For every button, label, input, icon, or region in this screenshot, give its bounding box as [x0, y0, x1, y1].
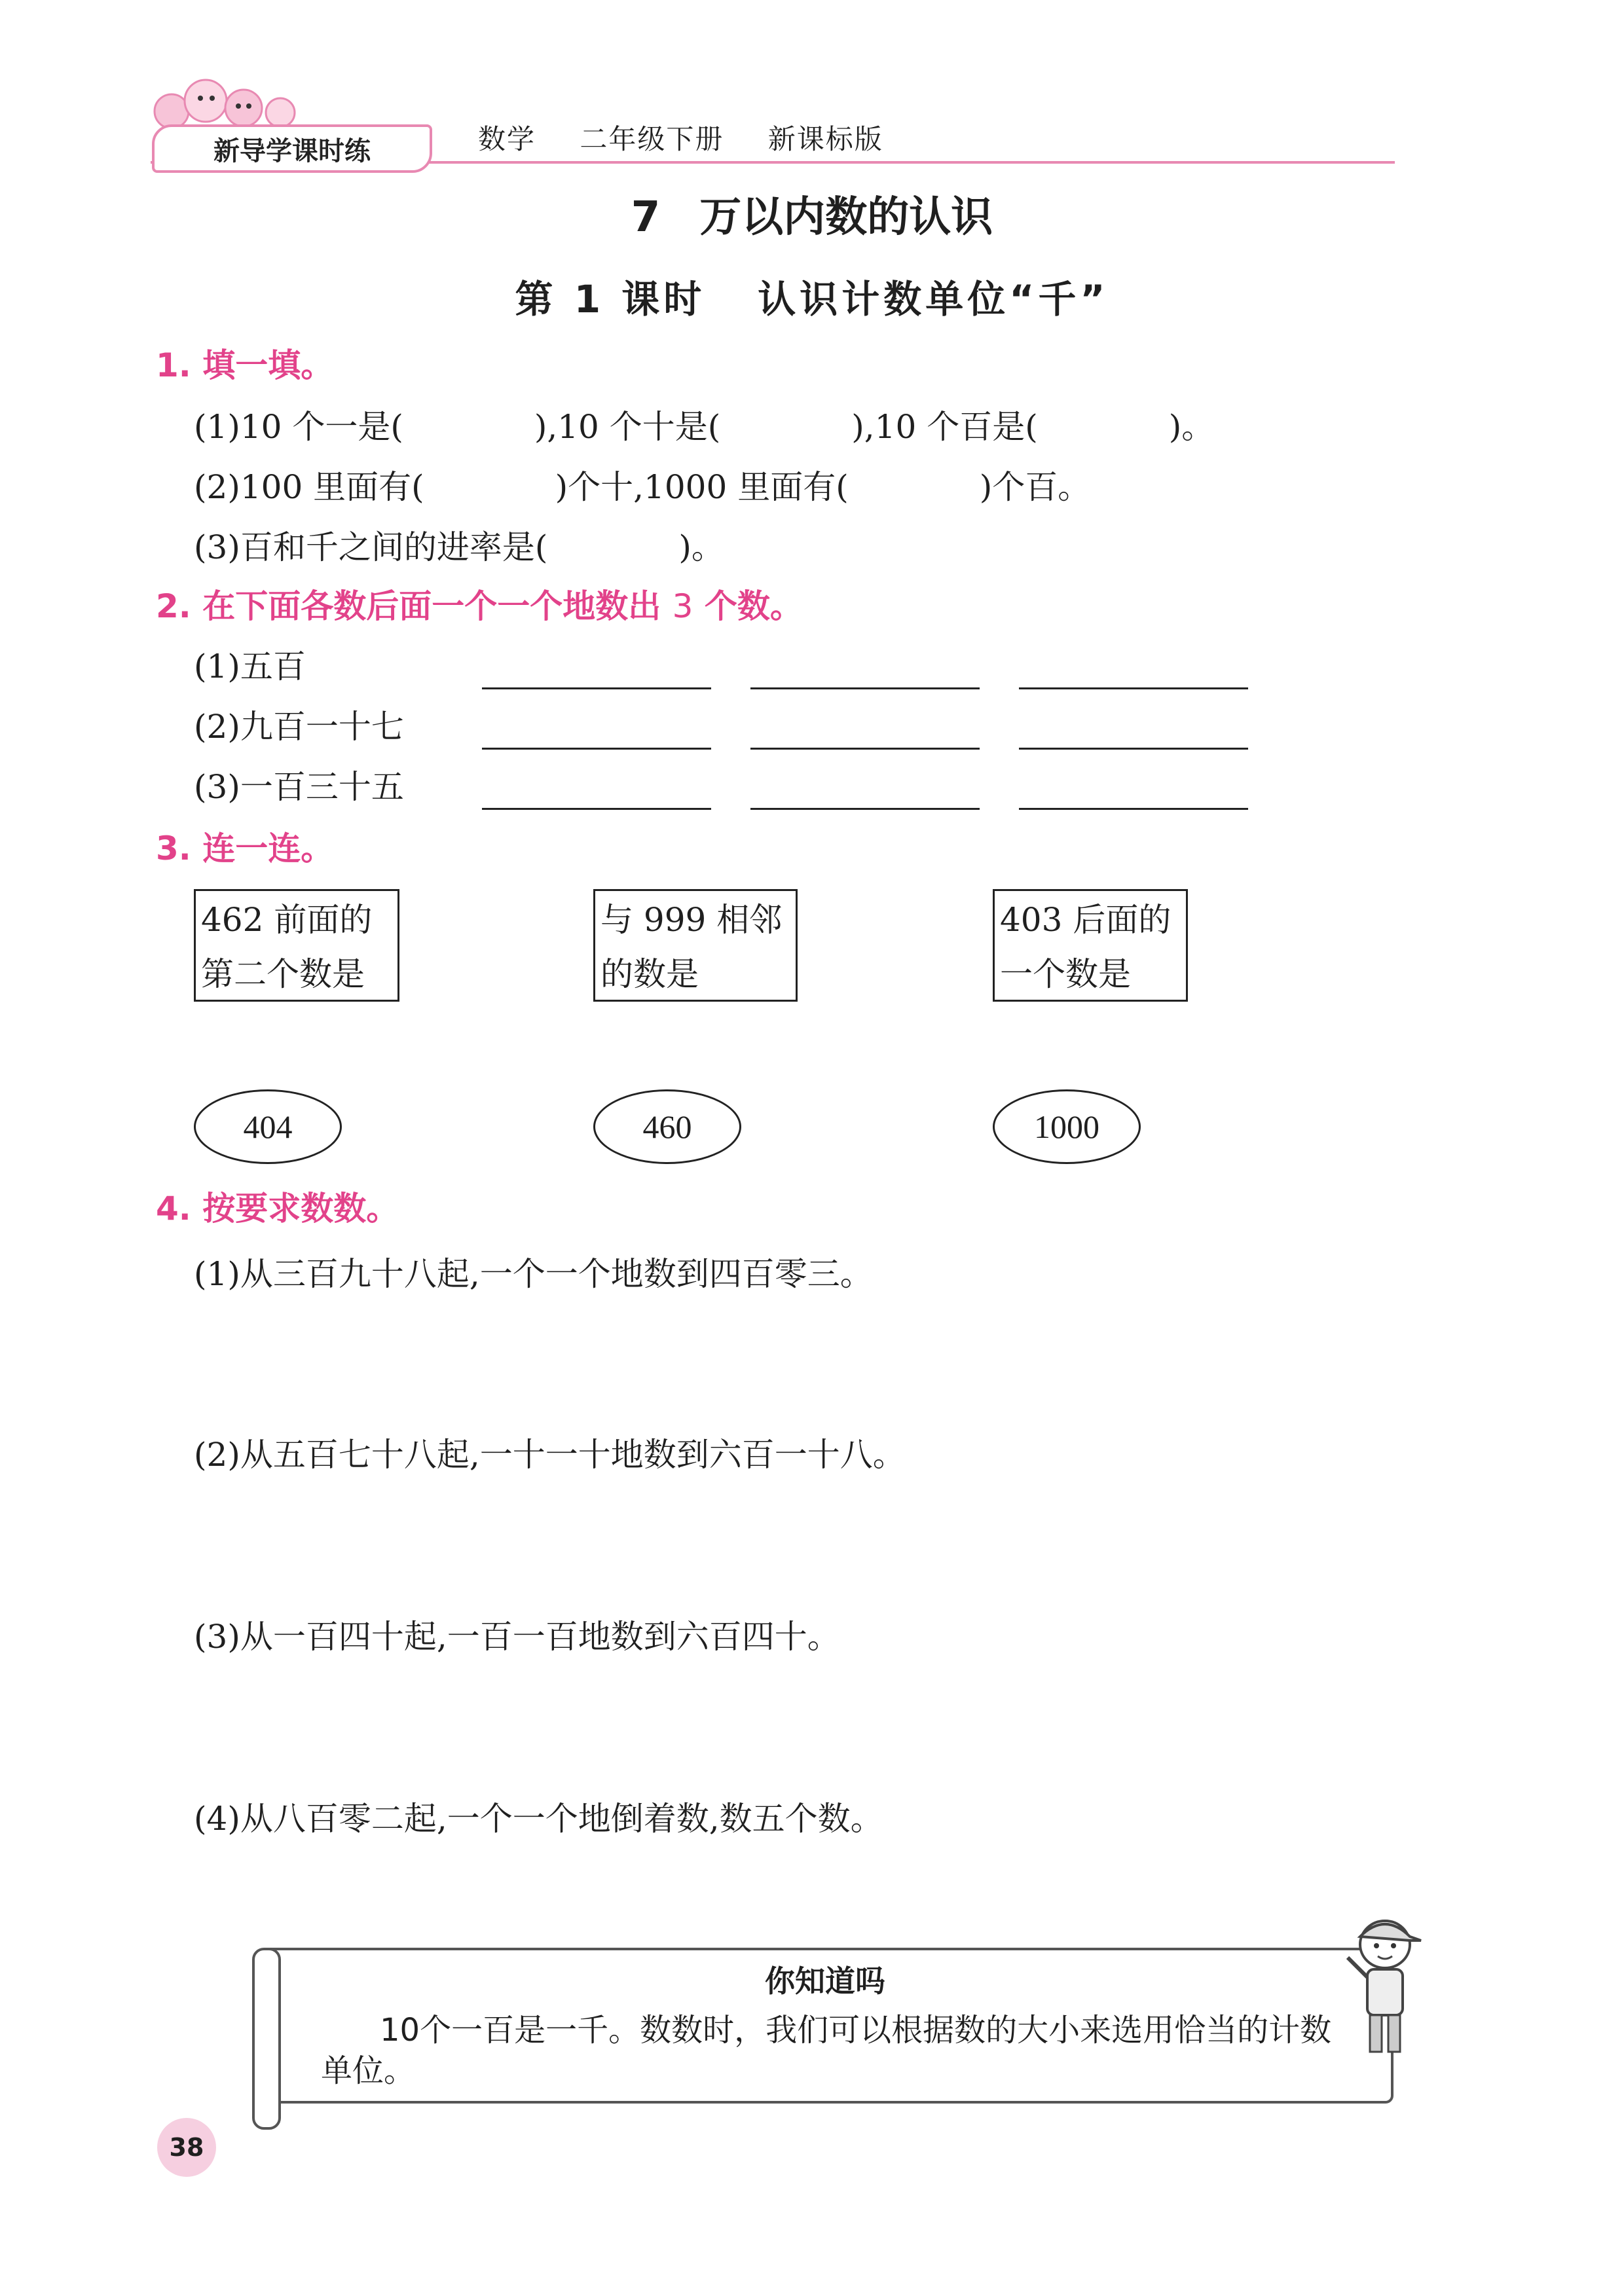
q1-line-1: (1)10 个一是( ),10 个十是( ),10 个百是( )。: [194, 408, 1215, 446]
match-box-line: 第二个数是: [201, 955, 365, 993]
match-oval-3[interactable]: 1000: [993, 1089, 1141, 1164]
match-box-2[interactable]: [593, 889, 798, 1002]
answer-blank[interactable]: [1019, 808, 1248, 810]
answer-blank[interactable]: [482, 687, 711, 689]
unit-title: [0, 183, 1624, 244]
match-box-1[interactable]: [194, 889, 399, 1002]
match-box-line: 462 前面的: [201, 901, 373, 939]
q4-item-4: (4)从八百零二起,一个一个地倒着数,数五个数。: [194, 1800, 883, 1838]
page-number: 38: [157, 2118, 216, 2177]
q1-line-2: (2)100 里面有( )个十,1000 里面有( )个百。: [194, 468, 1091, 506]
tip-title: 你知道吗: [765, 1963, 885, 1999]
q2-item-1: (1)五百: [194, 647, 306, 685]
answer-blank[interactable]: [1019, 687, 1248, 689]
answer-blank[interactable]: [1019, 748, 1248, 750]
q2-heading-post: 个数。: [704, 587, 803, 625]
answer-blank[interactable]: [750, 748, 980, 750]
match-box-line: 403 后面的: [1000, 901, 1172, 939]
answer-blank[interactable]: [482, 748, 711, 750]
lesson-title: [0, 268, 1624, 323]
q2-heading-num: 3: [672, 587, 693, 625]
q4-item-2: (2)从五百七十八起,一十一十地数到六百一十八。: [194, 1436, 906, 1474]
unit-number: 7: [631, 193, 661, 242]
q2-heading-pre: 2. 在下面各数后面一个一个地数出: [156, 587, 661, 625]
answer-blank[interactable]: [750, 687, 980, 689]
q4-item-1: (1)从三百九十八起,一个一个地数到四百零三。: [194, 1255, 873, 1293]
match-box-line: 与 999 相邻: [600, 901, 783, 939]
unit-name: 万以内数的认识: [699, 193, 993, 242]
match-box-line: 一个数是: [1000, 955, 1131, 993]
cartoon-boy-icon: [1336, 1912, 1434, 2062]
book-info: [478, 118, 917, 157]
match-oval-2[interactable]: 460: [593, 1089, 741, 1164]
q1-line-3: (3)百和千之间的进率是( )。: [194, 528, 724, 566]
lesson-name: 认识计数单位“千”: [758, 277, 1109, 321]
q2-item-3: (3)一百三十五: [194, 768, 404, 806]
brand-label: 新导学课时练: [152, 124, 432, 173]
answer-blank[interactable]: [750, 808, 980, 810]
cartoon-bubbles-icon: [152, 72, 322, 131]
lesson-label: 第 1 课时: [515, 277, 706, 321]
tip-text: 10个一百是一千。数数时，我们可以根据数的大小来选用恰当的计数单位。: [321, 2012, 1332, 2089]
grade-label: 二年级下册: [580, 123, 724, 155]
q3-heading: 3. 连一连。: [156, 829, 334, 867]
q4-heading: 4. 按要求数数。: [156, 1190, 399, 1228]
subject-label: 数学: [478, 123, 536, 155]
match-oval-1[interactable]: 404: [194, 1089, 342, 1164]
q4-item-3: (3)从一百四十起,一百一百地数到六百四十。: [194, 1618, 840, 1656]
q1-heading: 1. 填一填。: [156, 346, 334, 384]
edition-label: 新课标版: [767, 123, 883, 155]
match-box-line: 的数是: [600, 955, 699, 993]
q2-item-2: (2)九百一十七: [194, 708, 404, 746]
answer-blank[interactable]: [482, 808, 711, 810]
match-box-3[interactable]: [993, 889, 1188, 1002]
q2-heading: [156, 580, 803, 627]
